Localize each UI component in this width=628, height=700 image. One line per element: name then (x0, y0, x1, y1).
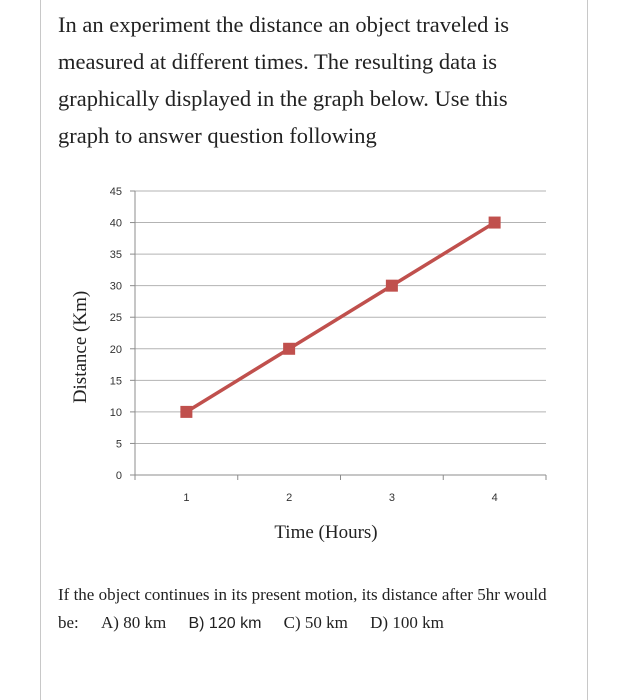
option-b-key: B) (188, 615, 205, 632)
y-tick-label-15: 15 (109, 375, 122, 388)
question-stem: If the object continues in its present motion, its distance after 5hr would be: (58, 585, 547, 632)
option-a[interactable] (101, 613, 166, 632)
option-d[interactable] (370, 613, 444, 632)
y-tick-label-20: 20 (109, 343, 122, 356)
option-c-key: C) (283, 613, 301, 632)
y-tick-label-5: 5 (115, 438, 122, 451)
data-point-1 (180, 406, 192, 418)
y-tick-label-35: 35 (109, 249, 122, 262)
intro-paragraph: In an experiment the distance an object traveled is measured at different times. The resulting data is graphically displayed in the graph below. Use this graph to answer question following (58, 12, 510, 148)
option-a-text: 80 km (123, 613, 167, 632)
x-tick-label-4: 4 (491, 492, 498, 504)
option-d-key: D) (370, 613, 389, 632)
y-tick-label-45: 45 (109, 186, 122, 198)
option-d-text: 100 km (392, 613, 444, 632)
x-tick-label-3: 3 (388, 492, 395, 504)
x-tick-label-2: 2 (286, 492, 293, 504)
data-point-3 (386, 280, 398, 292)
data-point-2 (283, 343, 295, 355)
option-c-text: 50 km (304, 613, 348, 632)
y-tick-label-40: 40 (109, 217, 122, 230)
y-axis-title: Distance (Km) (70, 290, 91, 404)
y-tick-label-25: 25 (109, 312, 122, 325)
option-c[interactable] (284, 613, 348, 632)
option-a-key: A) (101, 613, 119, 632)
option-b-text: 120 km (208, 615, 262, 632)
option-b[interactable] (188, 615, 261, 632)
y-tick-label-30: 30 (109, 280, 122, 293)
question-paragraph (58, 581, 563, 638)
y-tick-label-0: 0 (115, 470, 122, 482)
x-tick-label-1: 1 (183, 492, 190, 504)
y-tick-label-10: 10 (109, 406, 122, 419)
x-axis-title: Time (Hours) (274, 522, 378, 543)
data-point-4 (489, 217, 501, 229)
